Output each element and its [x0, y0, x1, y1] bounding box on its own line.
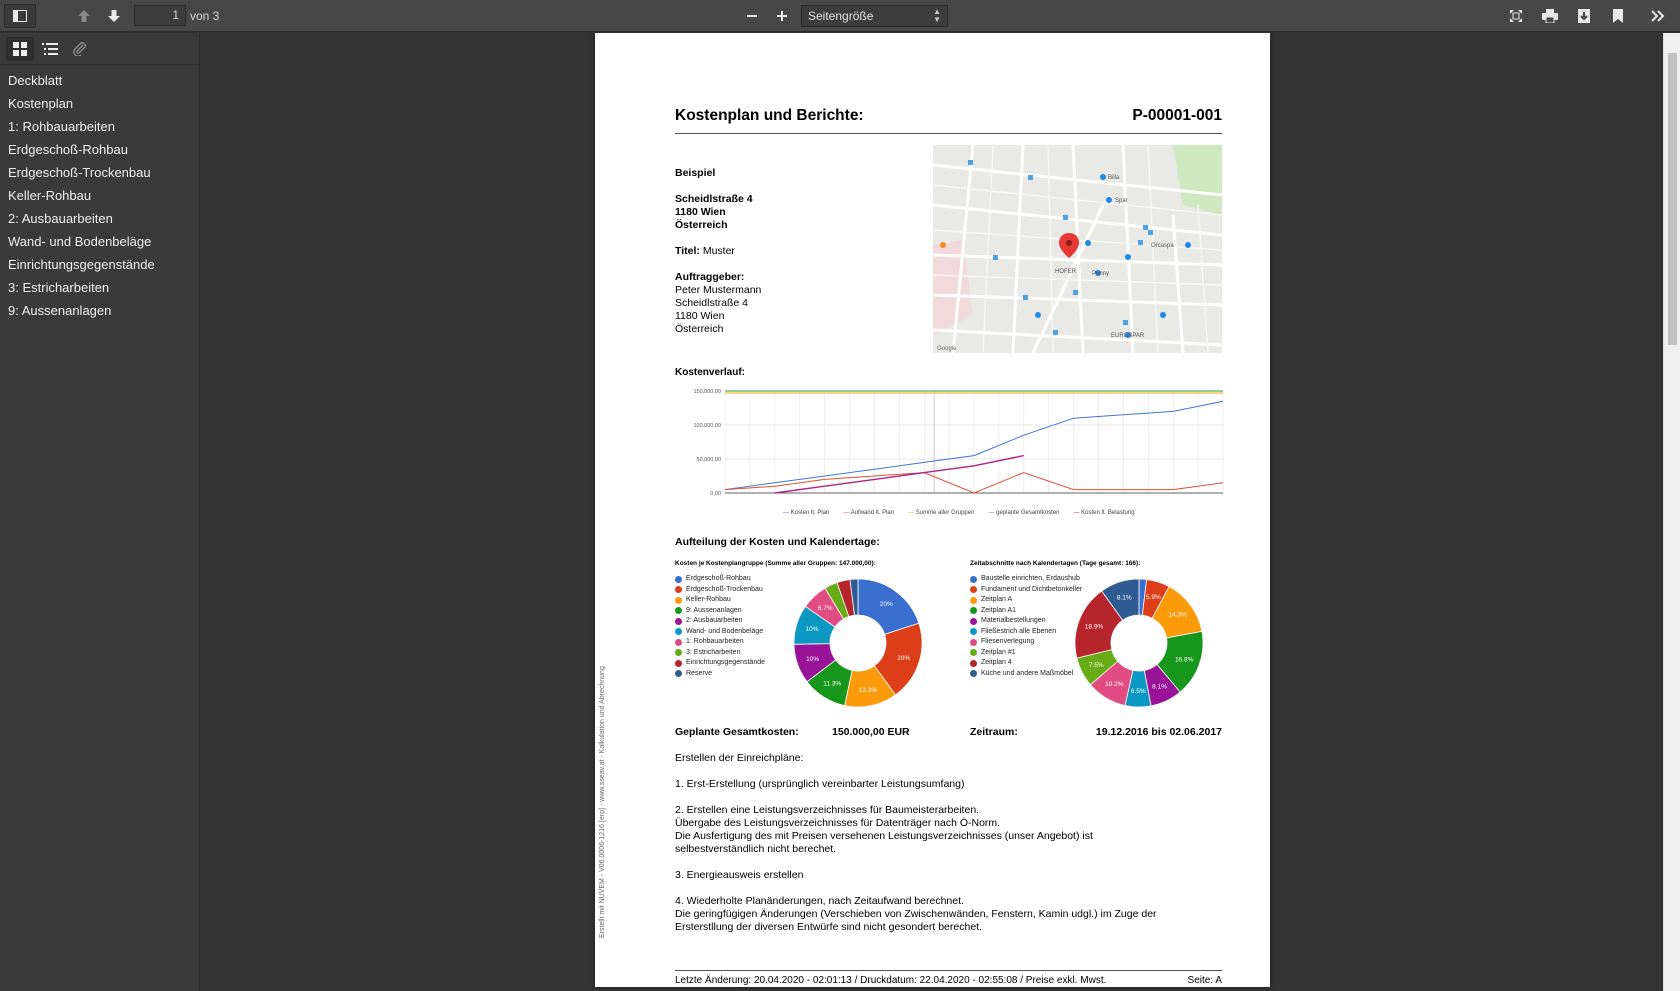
legend-swatch: [970, 660, 977, 667]
select-arrows-icon: ▲ ▼: [933, 7, 941, 24]
legend-swatch: [675, 660, 682, 667]
legend-item: [675, 669, 765, 680]
y-tick-label: 50.000,00: [696, 457, 721, 463]
outline-item[interactable]: Kostenplan: [8, 96, 74, 111]
legend-item: [675, 616, 765, 627]
pie-value-label: 6.7%: [817, 604, 833, 612]
sidebar-tabs: [0, 33, 199, 65]
footer-page: Seite: A: [1187, 975, 1222, 986]
bookmark-button[interactable]: [1606, 4, 1630, 28]
legend-entry: — Aufwand lt. Plan: [843, 510, 895, 516]
plus-icon: [776, 10, 788, 22]
legend-swatch: [970, 618, 977, 625]
legend-item: [970, 658, 1082, 669]
pie-value-label: 8.1%: [1116, 594, 1132, 602]
outline-item[interactable]: Wand- und Bodenbeläge: [8, 234, 152, 249]
outline-item[interactable]: Erdgeschoß-Trockenbau: [8, 165, 151, 180]
body-line: Ersterstllung der diversen Entwürfe sind nicht gesondert berechet.: [675, 921, 982, 933]
fullscreen-icon: [1509, 9, 1523, 23]
planned-cost-value: 150.000,00 EUR: [832, 726, 910, 738]
pie-value-label: 18.9%: [1084, 623, 1104, 631]
body-line: 3. Energieausweis erstellen: [675, 869, 804, 881]
vertical-note: Erstellt mit NUVEM - V06.0006-1216 [erp] - www.sseav.at - Kalkulation und Abrechnung: [599, 666, 606, 938]
legend-swatch: [675, 597, 682, 604]
legend-label: Küche und andere Maßmöbel: [981, 669, 1074, 677]
map-label: Penny: [1092, 271, 1110, 277]
client-line: Scheidlstraße 4: [675, 297, 748, 309]
legend-label: Reserve: [686, 669, 713, 677]
body-line: [675, 856, 1157, 869]
map-label: Billa: [1108, 175, 1120, 181]
legend-label: Baustelle einrichten, Erdaushub: [981, 575, 1080, 582]
legend-entry: — Kosten lt. Belastung: [1073, 510, 1135, 516]
legend-swatch: [675, 649, 682, 656]
legend-item: [675, 595, 765, 606]
legend-label: Erdgeschoß-Trockenbau: [686, 585, 763, 593]
legend-label: Zeitplan #1: [981, 648, 1016, 656]
document-title: Kostenplan und Berichte:: [675, 107, 864, 124]
legend-swatch: [970, 670, 977, 677]
outline-item[interactable]: Erdgeschoß-Rohbau: [8, 142, 128, 157]
legend-label: Einrichtungsgegenstände: [686, 659, 766, 666]
legend-entry: — Summe aller Gruppen: [908, 510, 975, 516]
title-label: Titel:: [675, 245, 700, 257]
attachments-tab[interactable]: [66, 37, 94, 61]
legend-swatch: [675, 628, 682, 635]
sidebar-toggle-button[interactable]: [4, 4, 36, 28]
grid-icon: [13, 42, 27, 56]
legend-item: [675, 606, 765, 617]
legend-item: [675, 658, 765, 669]
outline-item[interactable]: 3: Estricharbeiten: [8, 280, 110, 295]
body-line: Erstellen der Einreichpläne:: [675, 752, 804, 764]
pie-value-label: 7.5%: [1088, 661, 1104, 669]
arrow-up-icon: [77, 9, 91, 23]
outline-item[interactable]: Keller-Rohbau: [8, 188, 92, 203]
zoom-select-value: Seitengröße: [808, 9, 874, 23]
pie1-chart: [788, 573, 928, 713]
page-count-label: von 3: [190, 9, 220, 23]
outline-tab[interactable]: [36, 37, 64, 61]
print-icon: [1542, 9, 1558, 23]
body-line: 2. Erstellen eine Leistungsverzeichnisses für Baumeisterarbeiten.: [675, 804, 980, 816]
pie-value-label: 10.2%: [1105, 681, 1124, 689]
pie1-title: Kosten je Kostenplangruppe (Summe aller Gruppen: 147.000,00):: [675, 560, 876, 567]
client-label: Auftraggeber:: [675, 271, 745, 283]
pie-value-label: 13.3%: [858, 686, 878, 694]
legend-label: Fliesenverlegung: [981, 638, 1035, 645]
legend-label: Materialbestellungen: [981, 617, 1046, 624]
pie-value-label: 11.3%: [823, 680, 842, 688]
body-line: [675, 791, 1157, 804]
pie2-chart: [1069, 573, 1209, 713]
next-page-button[interactable]: [102, 4, 126, 28]
page-number-input[interactable]: 1: [134, 5, 186, 26]
legend-label: 2: Ausbauarbeiten: [686, 617, 743, 624]
scrollbar-thumb[interactable]: [1668, 53, 1677, 345]
client-line: 1180 Wien: [675, 310, 725, 322]
legend-swatch: [970, 628, 977, 635]
client-line: Peter Mustermann: [675, 284, 762, 296]
legend-item: [675, 627, 765, 638]
legend-swatch: [675, 670, 682, 677]
map-label: EUROSPAR: [1111, 333, 1145, 339]
pdf-page: [595, 33, 1270, 987]
legend-entry: — geplante Gesamtkosten: [988, 510, 1060, 516]
outline-item[interactable]: Deckblatt: [8, 73, 63, 88]
split-heading: Aufteilung der Kosten und Kalendertage:: [675, 536, 880, 548]
pie-value-label: 5.9%: [1145, 594, 1161, 602]
legend-label: Zeitplan A: [981, 596, 1013, 603]
scrollbar[interactable]: [1663, 33, 1680, 991]
zoom-out-button[interactable]: [740, 4, 764, 28]
zoom-in-button[interactable]: [770, 4, 794, 28]
legend-item: [675, 574, 765, 585]
planned-cost-label: Geplante Gesamtkosten:: [675, 726, 799, 738]
double-chevron-right-icon: [1651, 10, 1665, 22]
paperclip-icon: [73, 42, 87, 56]
body-line: [675, 765, 1157, 778]
pie-value-label: 6.5%: [1130, 687, 1146, 695]
thumbnails-tab[interactable]: [6, 37, 34, 61]
legend-swatch: [970, 649, 977, 656]
outline-item[interactable]: 2: Ausbauarbeiten: [8, 211, 113, 226]
address-line: Scheidlstraße 4: [675, 193, 753, 205]
footer-rule: [675, 970, 1222, 971]
legend-item: [675, 648, 765, 659]
bookmark-icon: [1613, 9, 1623, 23]
list-icon: [42, 42, 58, 56]
location-map[interactable]: [933, 145, 1222, 353]
legend-item: [970, 585, 1082, 596]
pie-value-label: 20%: [897, 654, 911, 662]
period-label: Zeitraum:: [970, 726, 1018, 738]
y-tick-label: 100.000,00: [693, 423, 721, 429]
title-field: [675, 245, 735, 258]
map-graphic: [933, 145, 1222, 353]
legend-swatch: [970, 607, 977, 614]
document-code: P-00001-001: [1132, 107, 1222, 124]
sidebar-icon: [13, 10, 27, 22]
body-line: Die Ausfertigung des mit Preisen versehenen Leistungsverzeichnisses (unser Angebot) ist: [675, 830, 1093, 842]
cost-line-chart: [673, 383, 1225, 505]
pie2-svg: [1069, 573, 1209, 713]
map-label: Spar: [1115, 198, 1128, 204]
legend-swatch: [675, 576, 682, 583]
legend-swatch: [675, 639, 682, 646]
legend-label: Wand- und Bodenbeläge: [686, 627, 764, 635]
pie-value-label: 10%: [806, 655, 820, 663]
line-chart-svg: [673, 383, 1225, 505]
legend-label: Zeitplan 4: [981, 659, 1012, 666]
client-line: Österreich: [675, 323, 724, 335]
download-icon: [1577, 9, 1591, 23]
y-tick-label: 0,00: [710, 491, 721, 497]
pie2-title: Zeitabschnitte nach Kalendertagen (Tage gesamt: 166):: [970, 560, 1141, 567]
legend-swatch: [675, 618, 682, 625]
legend-label: Fließestrich alle Ebenen: [981, 627, 1057, 635]
legend-label: 1: Rohbauarbeiten: [686, 638, 744, 645]
pie-value-label: 8.1%: [1152, 683, 1167, 691]
legend-item: [970, 648, 1082, 659]
cost-heading: Kostenverlauf:: [675, 367, 746, 378]
legend-label: 3: Estricharbeiten: [686, 648, 741, 656]
legend-label: 9: Aussenanlagen: [686, 606, 742, 614]
legend-swatch: [970, 639, 977, 646]
title-value: Muster: [702, 245, 735, 257]
document-outline: [0, 65, 199, 322]
body-line: 4. Wiederholte Planänderungen, nach Zeitaufwand berechnet.: [675, 895, 964, 907]
legend-swatch: [675, 607, 682, 614]
pie1-svg: [788, 573, 928, 713]
arrow-down-icon: [107, 9, 121, 23]
legend-swatch: [970, 576, 977, 583]
body-line: selbestverständlich nicht berechet.: [675, 843, 837, 855]
legend-item: [970, 606, 1082, 617]
legend-label: Zeitplan A1: [981, 606, 1017, 614]
legend-item: [970, 627, 1082, 638]
pie-value-label: 10%: [805, 626, 819, 634]
document-viewer[interactable]: [201, 33, 1663, 991]
body-line: [675, 882, 1157, 895]
address-line: Österreich: [675, 219, 728, 231]
map-label: HOFER: [1055, 269, 1076, 275]
legend-label: Erdgeschoß-Rohbau: [686, 575, 751, 582]
legend-swatch: [970, 597, 977, 604]
outline-item[interactable]: 1: Rohbauarbeiten: [8, 119, 115, 134]
legend-swatch: [675, 586, 682, 593]
previous-page-button[interactable]: [72, 4, 96, 28]
presentation-mode-button[interactable]: [1504, 4, 1528, 28]
body-line: 1. Erst-Erstellung (ursprünglich vereinbarter Leistungsumfang): [675, 778, 965, 790]
tools-button[interactable]: [1646, 4, 1670, 28]
legend-item: [970, 669, 1082, 680]
pie-value-label: 20%: [879, 601, 893, 609]
outline-item[interactable]: 9: Aussenanlagen: [8, 303, 112, 318]
legend-item: [970, 595, 1082, 606]
pie2-legend: [970, 574, 1082, 679]
map-label: Google: [937, 346, 957, 352]
legend-item: [970, 637, 1082, 648]
line-chart-legend: [783, 510, 1135, 516]
legend-item: [970, 616, 1082, 627]
footer-text: Letzte Änderung: 20.04.2020 - 02:01:13 / Druckdatum: 22.04.2020 - 02:55:08 / Preise exkl. Mwst.: [675, 975, 1107, 986]
legend-entry: — Kosten lt. Plan: [783, 510, 830, 516]
y-tick-label: 150.000,00: [693, 389, 721, 395]
pie-value-label: 16.8%: [1174, 656, 1194, 664]
sidebar: [0, 33, 200, 991]
pie-value-label: 14.3%: [1168, 611, 1187, 619]
pie1-legend: [675, 574, 765, 679]
period-value: 19.12.2016 bis 02.06.2017: [1095, 726, 1222, 738]
map-label: Orcaspa: [1151, 243, 1174, 249]
toolbar: [0, 0, 1680, 32]
legend-item: [970, 574, 1082, 585]
minus-icon: [746, 10, 758, 22]
print-button[interactable]: [1538, 4, 1562, 28]
body-line: Übergabe des Leistungsverzeichnisses für Datenträger nach Ö-Norm.: [675, 817, 1001, 829]
address-line: 1180 Wien: [675, 206, 726, 218]
project-name: Beispiel: [675, 167, 716, 179]
legend-label: Keller-Rohbau: [686, 596, 731, 603]
legend-swatch: [970, 586, 977, 593]
outline-item[interactable]: Einrichtungsgegenstände: [8, 257, 155, 272]
legend-item: [675, 637, 765, 648]
title-rule: [675, 133, 1222, 134]
body-line: Die geringfügigen Änderungen (Verschieben von Zwischenwänden, Fenstern, Kamin udgl.) im Zuge der: [675, 908, 1157, 920]
body-text: [675, 752, 1157, 934]
download-button[interactable]: [1572, 4, 1596, 28]
legend-label: Fundament und Dichtbetonkeller: [981, 585, 1083, 593]
legend-item: [675, 585, 765, 596]
zoom-select[interactable]: [801, 5, 948, 27]
